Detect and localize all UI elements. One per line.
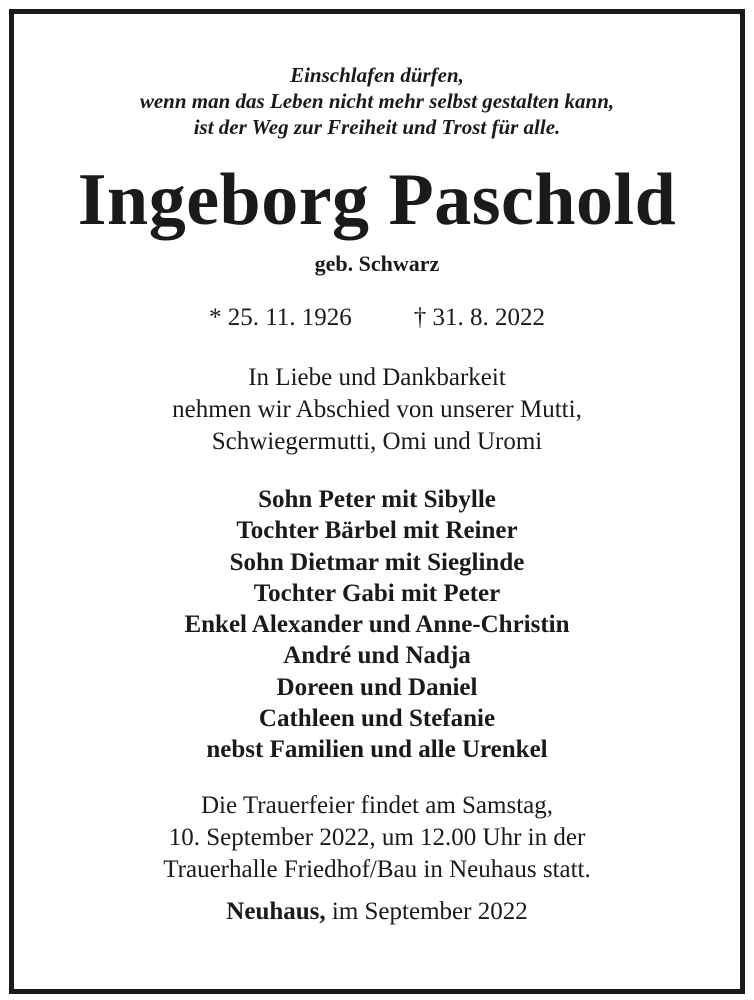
death-date: † 31. 8. 2022 [413,304,546,331]
motto-line: wenn man das Leben nicht mehr selbst gestalten kann, [139,89,615,113]
mourner-entry: Tochter Bärbel mit Reiner [236,517,518,545]
mourner-entry: Doreen und Daniel [276,673,478,701]
motto-line: Einschlafen dürfen, [290,63,464,87]
dedication-line: In Liebe und Dankbarkeit [248,364,506,391]
mourner-entry: nebst Familien und alle Urenkel [206,736,548,764]
mourners-list [0,484,754,766]
funeral-service-info [0,790,754,886]
mourner-entry: Cathleen und Stefanie [258,705,496,733]
dedication-line: nehmen wir Abschied von unserer Mutti, [172,396,582,423]
deceased-name: Ingeborg Paschold [77,159,677,241]
service-line: Trauerhalle Friedhof/Bau in Neuhaus statt. [163,856,591,883]
service-line: Die Trauerfeier findet am Samstag, [201,792,553,819]
mourner-entry: André und Nadja [283,642,471,670]
motto-verse [0,62,754,140]
dedication-line: Schwiegermutti, Omi und Uromi [211,428,543,455]
place-name: Neuhaus, [226,898,326,925]
mourner-entry: Sohn Dietmar mit Sieglinde [229,548,525,576]
life-dates [0,302,754,334]
service-line: 10. September 2022, um 12.00 Uhr in der [168,824,586,851]
motto-line: ist der Weg zur Freiheit und Trost für alle. [193,115,561,139]
dedication-text [0,362,754,458]
mourner-entry: Tochter Gabi mit Peter [253,579,501,607]
mourner-entry: Sohn Peter mit Sibylle [258,486,496,513]
place-date: im September 2022 [331,898,528,925]
place-and-date [0,896,754,928]
mourner-entry: Enkel Alexander und Anne-Christin [184,611,570,639]
maiden-name: geb. Schwarz [314,251,440,276]
birth-date: * 25. 11. 1926 [208,304,352,331]
